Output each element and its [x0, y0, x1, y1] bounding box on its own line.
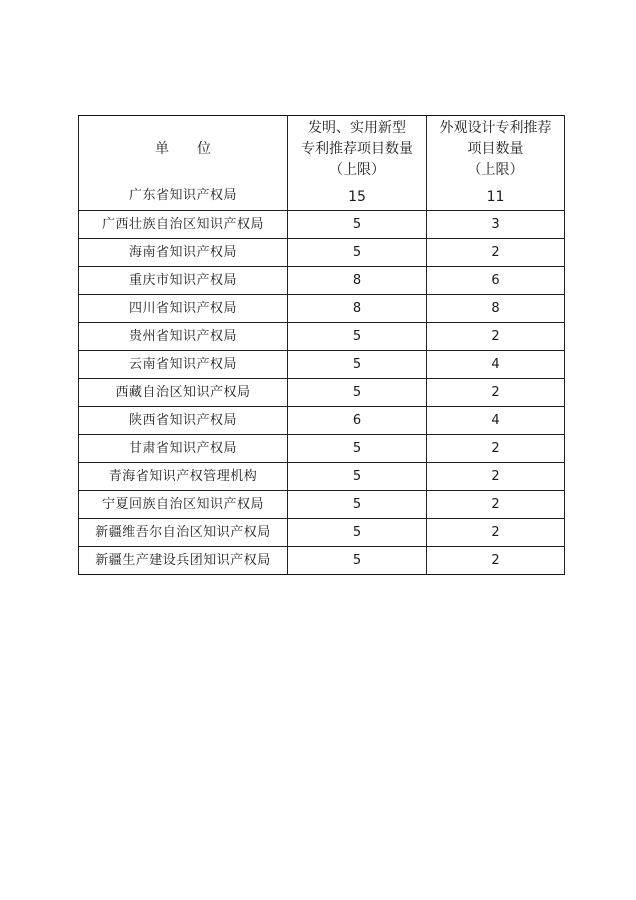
invention-quota: 5 [288, 379, 427, 407]
table-header-row [79, 116, 565, 183]
table-row [79, 379, 565, 407]
header-design-line3: （上限） [467, 162, 524, 178]
invention-quota: 15 [348, 189, 366, 205]
invention-quota: 5 [288, 435, 427, 463]
design-quota: 3 [427, 211, 565, 239]
unit-name: 西藏自治区知识产权局 [79, 379, 288, 407]
design-quota: 8 [427, 295, 565, 323]
invention-quota: 5 [288, 463, 427, 491]
header-invention-quota [288, 116, 427, 211]
header-design-quota [427, 116, 565, 211]
unit-name: 青海省知识产权管理机构 [79, 463, 288, 491]
header-design-line1: 外观设计专利推荐 [439, 120, 552, 136]
unit-name: 新疆维吾尔自治区知识产权局 [79, 519, 288, 547]
table-row [79, 267, 565, 295]
invention-quota: 8 [288, 267, 427, 295]
invention-quota: 5 [288, 323, 427, 351]
unit-name: 重庆市知识产权局 [79, 267, 288, 295]
unit-name: 云南省知识产权局 [79, 351, 288, 379]
unit-name: 贵州省知识产权局 [79, 323, 288, 351]
invention-quota: 6 [288, 407, 427, 435]
table-row [79, 491, 565, 519]
table-row [79, 211, 565, 239]
design-quota: 2 [427, 239, 565, 267]
design-quota: 4 [427, 407, 565, 435]
design-quota: 2 [427, 519, 565, 547]
invention-quota: 5 [288, 547, 427, 575]
header-unit-left: 单 [155, 141, 169, 158]
invention-quota: 5 [288, 519, 427, 547]
design-quota: 4 [427, 351, 565, 379]
invention-quota: 5 [288, 351, 427, 379]
unit-name: 四川省知识产权局 [79, 295, 288, 323]
invention-quota: 5 [288, 491, 427, 519]
table-row [79, 407, 565, 435]
table-row [79, 519, 565, 547]
unit-name: 陕西省知识产权局 [79, 407, 288, 435]
header-invention-line2: 专利推荐项目数量 [301, 141, 413, 157]
header-invention-line3: （上限） [329, 162, 385, 178]
table-row [79, 463, 565, 491]
unit-name: 广西壮族自治区知识产权局 [79, 211, 288, 239]
table-row [79, 323, 565, 351]
design-quota: 2 [427, 323, 565, 351]
design-quota: 2 [427, 463, 565, 491]
unit-name: 新疆生产建设兵团知识产权局 [79, 547, 288, 575]
design-quota: 11 [486, 189, 505, 205]
table-row [79, 295, 565, 323]
invention-quota: 8 [288, 295, 427, 323]
table-row [79, 547, 565, 575]
quota-table [78, 115, 565, 575]
unit-name: 宁夏回族自治区知识产权局 [79, 491, 288, 519]
design-quota: 2 [427, 491, 565, 519]
table-row [79, 351, 565, 379]
design-quota: 2 [427, 379, 565, 407]
design-quota: 2 [427, 435, 565, 463]
header-invention-line1: 发明、实用新型 [308, 120, 406, 136]
unit-name: 甘肃省知识产权局 [79, 435, 288, 463]
header-unit-right: 位 [197, 141, 211, 158]
design-quota: 2 [427, 547, 565, 575]
table-row [79, 239, 565, 267]
invention-quota: 5 [288, 239, 427, 267]
invention-quota: 5 [288, 211, 427, 239]
header-design-line2: 项目数量 [467, 141, 524, 157]
unit-name: 海南省知识产权局 [79, 239, 288, 267]
table-row [79, 435, 565, 463]
header-unit [79, 116, 288, 183]
design-quota: 6 [427, 267, 565, 295]
unit-name: 广东省知识产权局 [79, 182, 288, 210]
